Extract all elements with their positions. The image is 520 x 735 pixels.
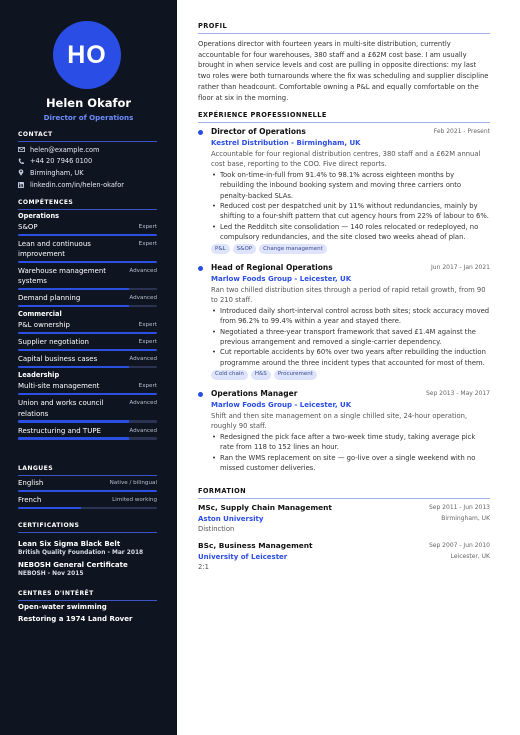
job-date: Sep 2013 - May 2017 <box>425 390 490 397</box>
skill-bar <box>18 420 157 422</box>
tag: S&OP <box>233 244 256 254</box>
skill-name: Lean and continuous improvement <box>18 240 91 259</box>
skill-bar <box>18 234 157 236</box>
skill-item <box>18 337 157 351</box>
degree-title: MSc, Supply Chain Management <box>198 503 332 512</box>
job-description: Ran two chilled distribution sites through a period of rapid retail growth, from 90 to 210 staff. <box>211 285 486 304</box>
contact-email[interactable] <box>18 144 158 156</box>
job-bullet: • Ran the WMS replacement on site — go-live over a single weekend with no missed customer deliveries. <box>211 453 490 474</box>
skill-bar-fill <box>18 507 81 509</box>
job-company: Kestrel Distribution - Birmingham, UK <box>211 138 361 147</box>
job-company: Marlow Foods Group - Leicester, UK <box>211 400 352 409</box>
job-bullet: • Led the Redditch site consolidation — 140 roles relocated or redeployed, no compulsory redundancies, and the site closed two weeks ahead of plan. <box>211 222 490 243</box>
skill-name: P&L ownership <box>18 321 70 330</box>
skill-level: Limited working <box>112 497 157 503</box>
job-title: Head of Regional Operations <box>211 263 333 272</box>
sidebar <box>0 0 177 735</box>
skill-item <box>18 266 157 290</box>
skill-level: Advanced <box>129 400 157 407</box>
language-item <box>18 495 157 509</box>
skill-name: Warehouse management systems <box>18 267 107 286</box>
skill-name: Supplier negotiation <box>18 338 89 347</box>
skill-level: Advanced <box>129 295 157 302</box>
skill-item <box>18 354 157 368</box>
contact-heading: CONTACT <box>18 131 157 142</box>
job-date: Feb 2021 - Present <box>433 128 490 135</box>
skill-bar-fill <box>18 393 157 395</box>
skill-level: Expert <box>138 224 157 230</box>
cert-title: NEBOSH General Certificate <box>18 561 128 569</box>
skill-bar-fill <box>18 305 129 307</box>
skill-item <box>18 381 157 395</box>
skill-bar <box>18 393 157 395</box>
tag: Procurement <box>274 370 317 380</box>
interest-item: Restoring a 1974 Land Rover <box>18 614 133 623</box>
skill-bar <box>18 507 157 509</box>
skill-name: Restructuring and TUPE <box>18 426 101 435</box>
cert-issuer: British Quality Foundation - Mar 2018 <box>18 550 144 556</box>
contact-phone-text: +44 20 7946 0100 <box>30 157 93 166</box>
skill-bar-fill <box>18 437 129 439</box>
avatar: HO <box>53 21 121 89</box>
languages-heading: LANGUES <box>18 465 157 476</box>
skill-group-title: Commercial <box>18 310 62 319</box>
skill-name: English <box>18 479 44 487</box>
skills-section <box>18 212 157 443</box>
contact-linkedin[interactable] <box>18 179 158 191</box>
skill-level: Expert <box>138 339 157 346</box>
email-icon <box>18 147 27 152</box>
skill-level: Advanced <box>129 268 157 275</box>
degree-note: 2:1 <box>198 562 209 571</box>
timeline-dot <box>198 130 203 135</box>
interests-heading: CENTRES D'INTÉRÊT <box>18 590 157 601</box>
skill-name: French <box>18 496 42 504</box>
skill-name: Demand planning <box>18 294 81 303</box>
job-description: Accountable for four regional distribution centres, 380 staff and a £62M annual cost base, reporting to the COO. Five direct reports. <box>211 149 481 168</box>
degree-location: Leicester, UK <box>450 552 490 560</box>
skill-level: Expert <box>138 322 157 329</box>
degree-school: Aston University <box>198 514 264 523</box>
skill-level: Expert <box>138 241 157 247</box>
experience-item <box>198 389 490 473</box>
skill-name: S&OP <box>18 223 38 231</box>
skill-bar-fill <box>18 420 129 422</box>
job-bullets <box>198 432 490 473</box>
degree-note: Distinction <box>198 524 235 533</box>
contact-email-text: helen@example.com <box>30 145 100 154</box>
skill-bar <box>18 288 157 290</box>
contact-phone[interactable] <box>18 156 158 168</box>
contact-location-text: Birmingham, UK <box>30 168 84 177</box>
linkedin-icon <box>18 182 27 188</box>
skill-group-title: Operations <box>18 212 60 220</box>
skill-bar <box>18 349 157 351</box>
tag: H&S <box>251 370 271 380</box>
job-bullets <box>198 306 490 368</box>
contact-linkedin-text: linkedin.com/in/helen-okafor <box>30 180 124 189</box>
job-bullet: • Took on-time-in-full from 91.4% to 98.1% across eighteen months by rebuilding the inbound booking system and moving three carriers onto penalty-backed SLAs. <box>211 170 490 201</box>
skill-level: Expert <box>138 383 157 390</box>
job-company: Marlow Foods Group - Leicester, UK <box>211 274 352 283</box>
skill-level: Native / bilingual <box>109 480 157 486</box>
job-tags <box>198 244 490 254</box>
skill-bar <box>18 490 157 492</box>
language-item <box>18 478 157 492</box>
location-icon <box>18 169 27 176</box>
skills-heading: COMPÉTENCES <box>18 199 157 210</box>
skill-item <box>18 293 157 307</box>
job-bullet: • Cut reportable accidents by 60% over two years after rebuilding the induction programme around the three incident types that accounted for most of them. <box>211 347 490 368</box>
phone-icon <box>18 158 27 165</box>
job-title: Director of Operations <box>211 127 306 136</box>
tag: Change management <box>259 244 327 254</box>
skill-bar <box>18 332 157 334</box>
candidate-name: Helen Okafor <box>45 96 132 110</box>
tag: P&L <box>211 244 230 254</box>
skill-bar <box>18 366 157 368</box>
experience-heading: EXPÉRIENCE PROFESSIONNELLE <box>198 111 490 123</box>
job-bullet: • Redesigned the pick face after a two-week time study, taking average pick rate from 118 to 152 lines an hour. <box>211 432 490 453</box>
profile-heading: PROFIL <box>198 22 490 34</box>
skill-item <box>18 239 157 263</box>
job-bullets <box>198 170 490 242</box>
skill-bar <box>18 305 157 307</box>
skill-name: Multi-site management <box>18 382 100 391</box>
skill-bar-fill <box>18 366 129 368</box>
contact-location <box>18 167 158 179</box>
skill-item <box>18 222 157 236</box>
education-heading: FORMATION <box>198 487 490 499</box>
skill-item <box>18 426 157 440</box>
skill-name: Union and works council relations <box>18 399 104 418</box>
degree-location: Birmingham, UK <box>441 514 490 522</box>
experience-item <box>198 263 490 380</box>
candidate-role: Director of Operations <box>43 113 134 122</box>
languages-section <box>18 478 157 512</box>
skill-group-title: Leadership <box>18 371 60 380</box>
skill-bar <box>18 261 157 263</box>
skill-level: Advanced <box>129 356 157 363</box>
interests-section <box>18 602 157 625</box>
cert-issuer: NEBOSH - Nov 2015 <box>18 571 84 577</box>
skill-bar-fill <box>18 490 157 492</box>
timeline-dot <box>198 266 203 271</box>
degree-date: Sep 2007 - Jun 2010 <box>428 542 490 549</box>
job-bullet: • Negotiated a three-year transport framework that saved £1.4M against the previous arrangement and removed a single-carrier dependency. <box>211 327 490 348</box>
education-item <box>198 503 490 534</box>
skill-item <box>18 398 157 422</box>
job-title: Operations Manager <box>211 389 298 398</box>
skill-bar <box>18 437 157 439</box>
tag: Cold chain <box>211 370 248 380</box>
skill-name: Capital business cases <box>18 355 98 364</box>
contact-list <box>18 144 158 190</box>
degree-school: University of Leicester <box>198 552 288 561</box>
timeline-dot <box>198 392 203 397</box>
job-bullet: • Reduced cost per despatched unit by 11% without redundancies, mainly by shifting to a four-shift pattern that cut agency hours from 22% of labour to 6%. <box>211 201 490 222</box>
skill-bar-fill <box>18 234 157 236</box>
degree-date: Sep 2011 - Jun 2013 <box>428 504 490 511</box>
skill-item <box>18 320 157 334</box>
interest-item: Open-water swimming <box>18 603 107 611</box>
cert-title: Lean Six Sigma Black Belt <box>18 540 121 548</box>
job-description: Shift and then site management on a single chilled site, 24-hour operation, roughly 90 staff. <box>211 411 468 430</box>
skill-bar-fill <box>18 261 157 263</box>
job-bullet: • Introduced daily short-interval control across both sites; stock accuracy moved from 96.2% to 99.4% within a year and stayed there. <box>211 306 490 327</box>
education-item <box>198 541 490 572</box>
skill-bar-fill <box>18 288 129 290</box>
profile-text: Operations director with fourteen years in multi-site distribution, currently accountable for four warehouses, 380 staff and a £62M cost base. I am usually brought in when service levels and cost are pulling in opposite directions: my last two roles were both turnarounds where the fix was scheduling and supplier discipline rather than headcount. Comfortable owning a P&L and equally comfortable on the floor at six in the morning. <box>198 40 489 102</box>
skill-bar-fill <box>18 349 157 351</box>
experience-item <box>198 127 490 254</box>
skill-level: Advanced <box>129 427 157 434</box>
degree-title: BSc, Business Management <box>198 541 313 550</box>
job-tags <box>198 370 490 380</box>
certifications-section <box>18 539 157 581</box>
skill-bar-fill <box>18 332 157 334</box>
certifications-heading: CERTIFICATIONS <box>18 522 157 533</box>
job-date: Jun 2017 - Jan 2021 <box>431 264 490 271</box>
